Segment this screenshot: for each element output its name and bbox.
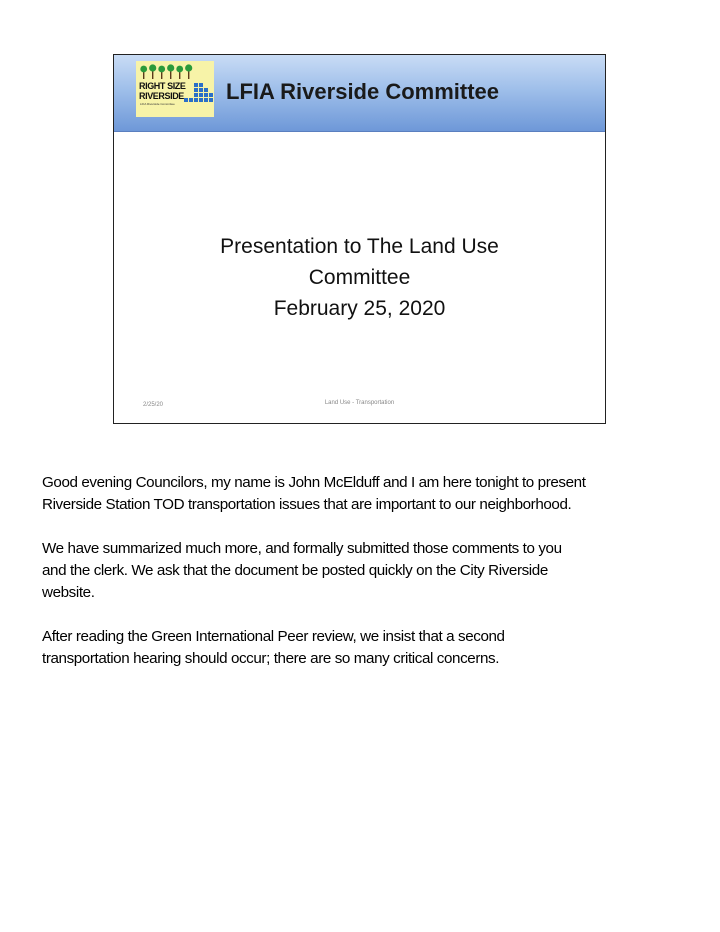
logo-text-right-size: RIGHT SIZE [139, 81, 186, 91]
notes-line: website. [42, 584, 95, 601]
notes-line: We have summarized much more, and formally submitted those comments to you [42, 540, 562, 557]
speaker-notes [42, 472, 692, 692]
notes-paragraph [42, 472, 692, 516]
slide-thumbnail [113, 54, 606, 424]
slide-body-line: February 25, 2020 [273, 297, 446, 320]
slide-footer-date: 2/25/20 [143, 402, 164, 408]
slide-title: LFIA Riverside Committee [226, 79, 500, 104]
slide-body [114, 231, 605, 324]
slide-footer-label: Land Use - Transportation [324, 400, 395, 406]
slide-body-line: Presentation to The Land Use [220, 235, 499, 258]
logo-text-riverside: RIVERSIDE [139, 91, 184, 101]
notes-line: After reading the Green International Peer review, we insist that a second [42, 628, 505, 645]
notes-line: Riverside Station TOD transportation issues that are important to our neighborhood. [42, 496, 572, 513]
notes-line: and the clerk. We ask that the document be posted quickly on the City Riverside [42, 562, 548, 579]
right-size-riverside-logo [136, 61, 214, 117]
notes-line: Good evening Councilors, my name is John McElduff and I am here tonight to present [42, 474, 586, 491]
logo-tagline: LFIA Riverside Committee [140, 102, 175, 106]
building-blocks-icon [184, 83, 213, 102]
notes-paragraph [42, 538, 692, 604]
slide-header [114, 55, 605, 132]
notes-paragraph [42, 626, 692, 670]
tree-icons [140, 64, 192, 79]
slide-body-line: Committee [308, 266, 411, 289]
notes-line: transportation hearing should occur; there are so many critical concerns. [42, 650, 500, 667]
